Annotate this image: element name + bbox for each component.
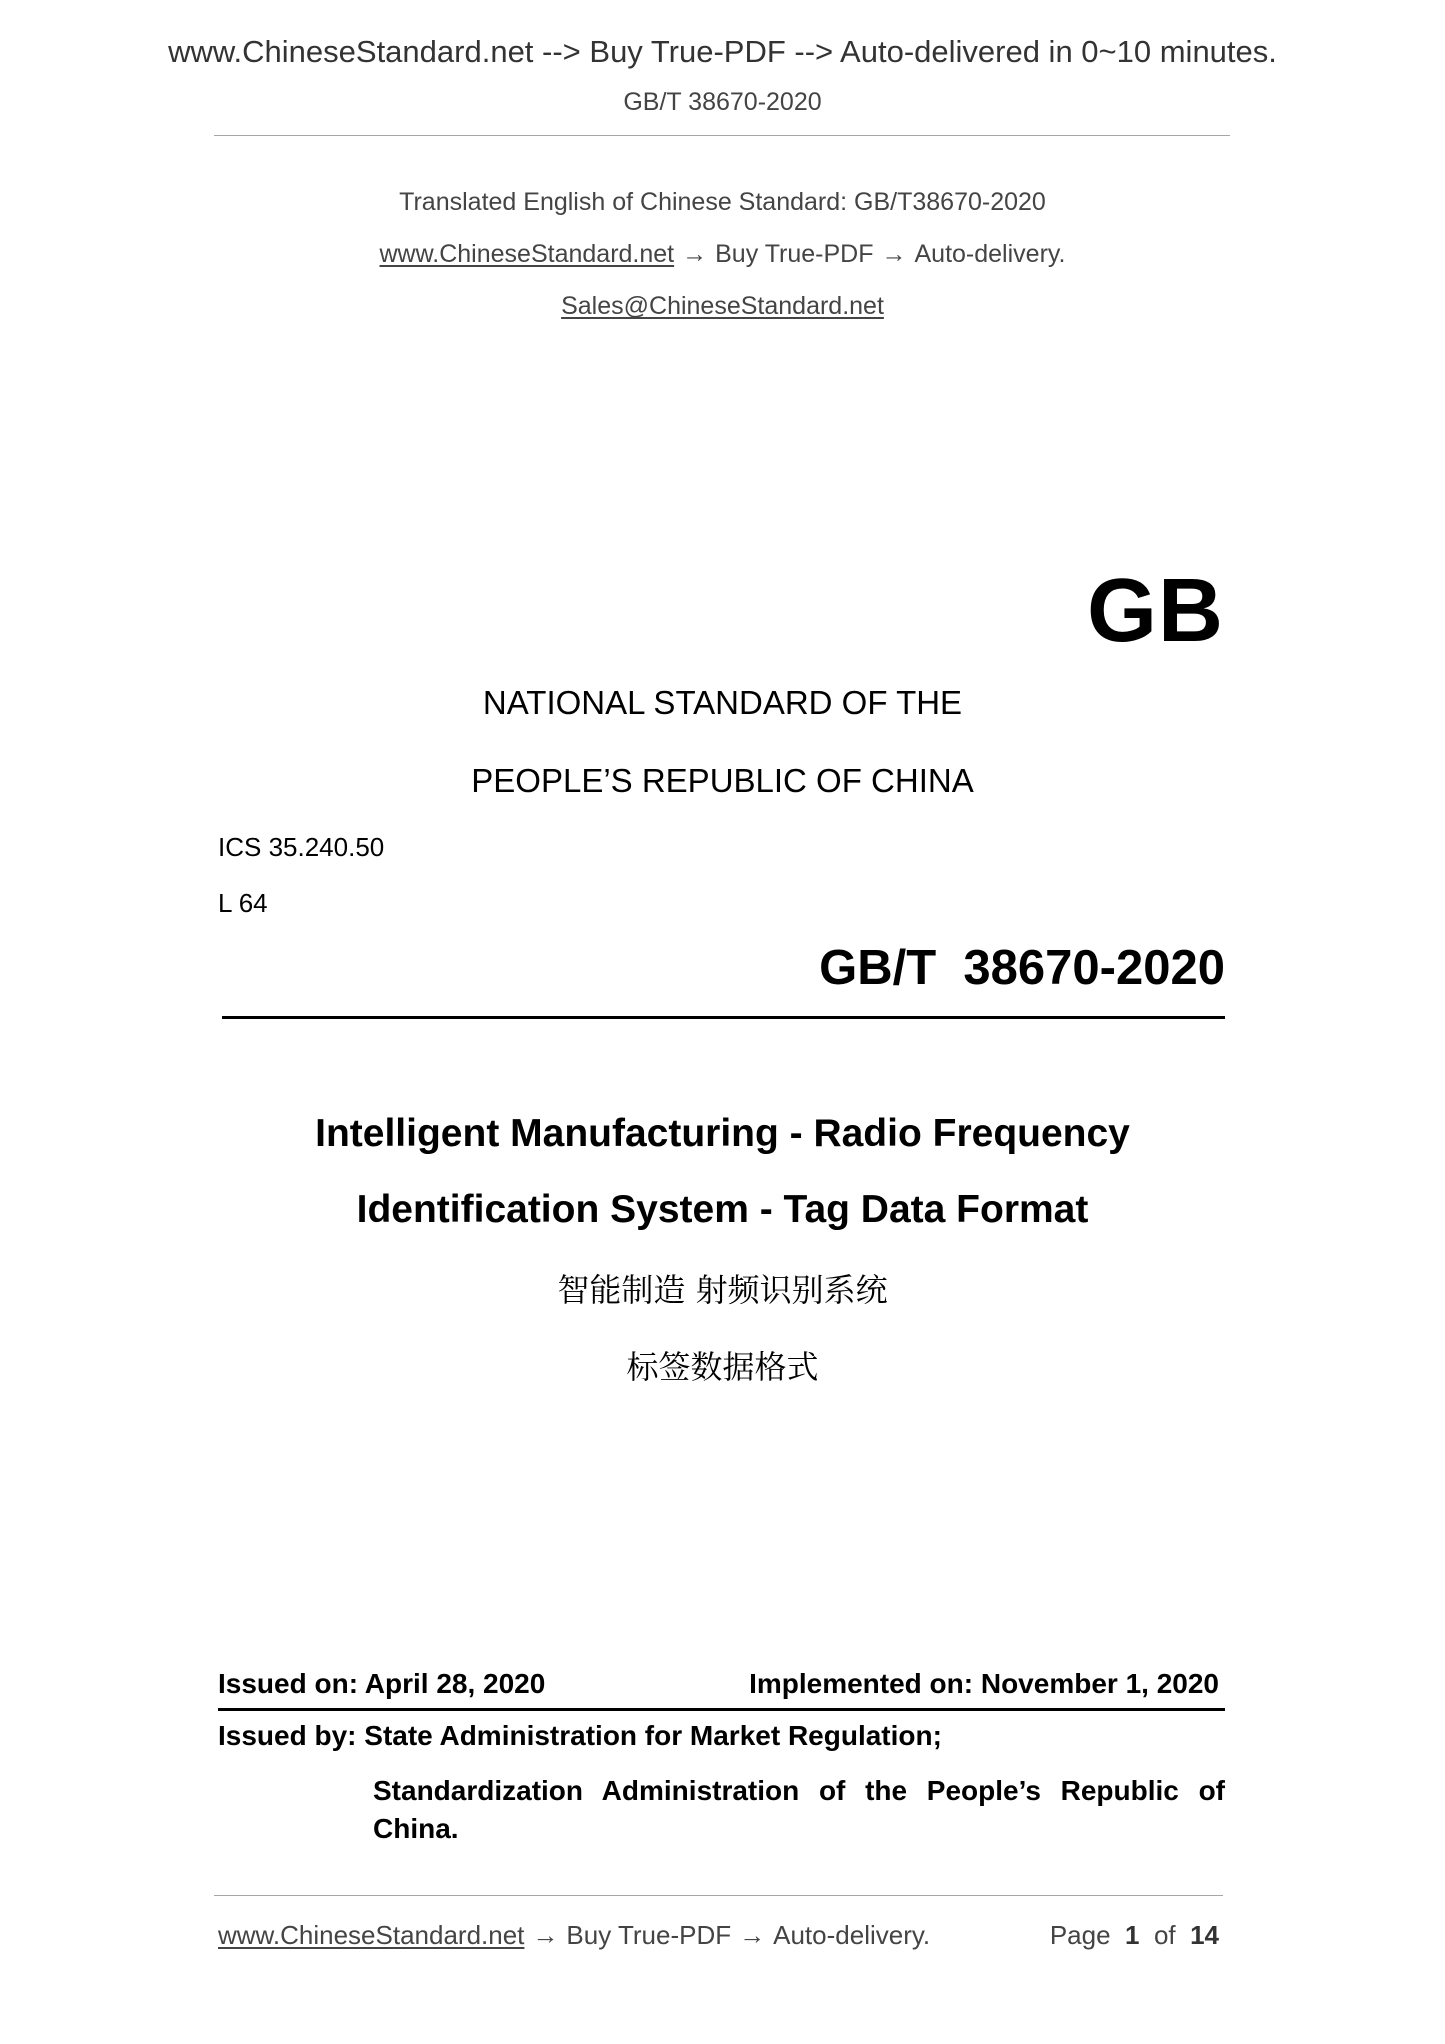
issuance-divider xyxy=(218,1708,1225,1711)
sales-line xyxy=(0,292,1445,321)
standard-number xyxy=(819,940,1225,996)
translated-notice: Translated English of Chinese Standard: GB/T38670-2020 xyxy=(399,188,1046,216)
arrow-right-icon: → xyxy=(739,1920,766,1950)
of-label: of xyxy=(1153,1920,1176,1950)
footer-divider xyxy=(214,1895,1223,1896)
ics-code: ICS 35.240.50 xyxy=(218,832,385,862)
standard-id: 38670-2020 xyxy=(963,941,1225,995)
issued-by-second-authority: Standardization Administration of the People’s Republic of China. xyxy=(373,1775,1225,1844)
header-divider xyxy=(214,135,1230,136)
page-label: Page xyxy=(1049,1920,1111,1950)
standard-number-divider xyxy=(222,1016,1225,1019)
title-english-line-2: Identification System - Tag Data Format xyxy=(356,1188,1089,1231)
national-standard-line-1: NATIONAL STANDARD OF THE xyxy=(482,684,963,721)
buy-line xyxy=(0,240,1445,269)
buy-text: Buy True-PDF xyxy=(715,240,874,268)
footer-links xyxy=(218,1920,930,1951)
header-standard-code: GB/T 38670-2020 xyxy=(623,88,822,116)
arrow-right-icon: → xyxy=(881,240,907,268)
page-total: 14 xyxy=(1190,1920,1219,1950)
page-current: 1 xyxy=(1125,1920,1140,1950)
implemented-on-date: Implemented on: November 1, 2020 xyxy=(749,1668,1219,1699)
page-indicator xyxy=(1050,1920,1219,1951)
auto-delivery-text: Auto-delivery. xyxy=(914,240,1066,268)
footer-auto-delivery-text: Auto-delivery. xyxy=(773,1920,931,1950)
title-chinese-line-1: 智能制造 射频识别系统 xyxy=(557,1271,888,1309)
top-banner: www.ChineseStandard.net --> Buy True-PDF --> Auto-delivered in 0~10 minutes. xyxy=(168,34,1277,69)
footer-buy-text: Buy True-PDF xyxy=(566,1920,732,1950)
footer-site-link[interactable]: www.ChineseStandard.net xyxy=(218,1920,525,1950)
issued-by: Issued by: State Administration for Market Regulation; xyxy=(218,1720,942,1751)
classification-code: L 64 xyxy=(218,888,268,918)
title-english-line-1: Intelligent Manufacturing - Radio Frequency xyxy=(315,1112,1130,1155)
arrow-right-icon: → xyxy=(682,240,708,268)
issued-on-date: Issued on: April 28, 2020 xyxy=(218,1668,546,1699)
title-chinese-line-2: 标签数据格式 xyxy=(626,1348,819,1386)
site-link[interactable]: www.ChineseStandard.net xyxy=(379,240,675,268)
sales-email-link[interactable]: Sales@ChineseStandard.net xyxy=(561,292,884,320)
gb-mark: GB xyxy=(1087,561,1224,661)
standard-prefix: GB/T xyxy=(819,941,937,995)
national-standard-line-2: PEOPLE’S REPUBLIC OF CHINA xyxy=(471,762,974,799)
arrow-right-icon: → xyxy=(532,1920,559,1950)
